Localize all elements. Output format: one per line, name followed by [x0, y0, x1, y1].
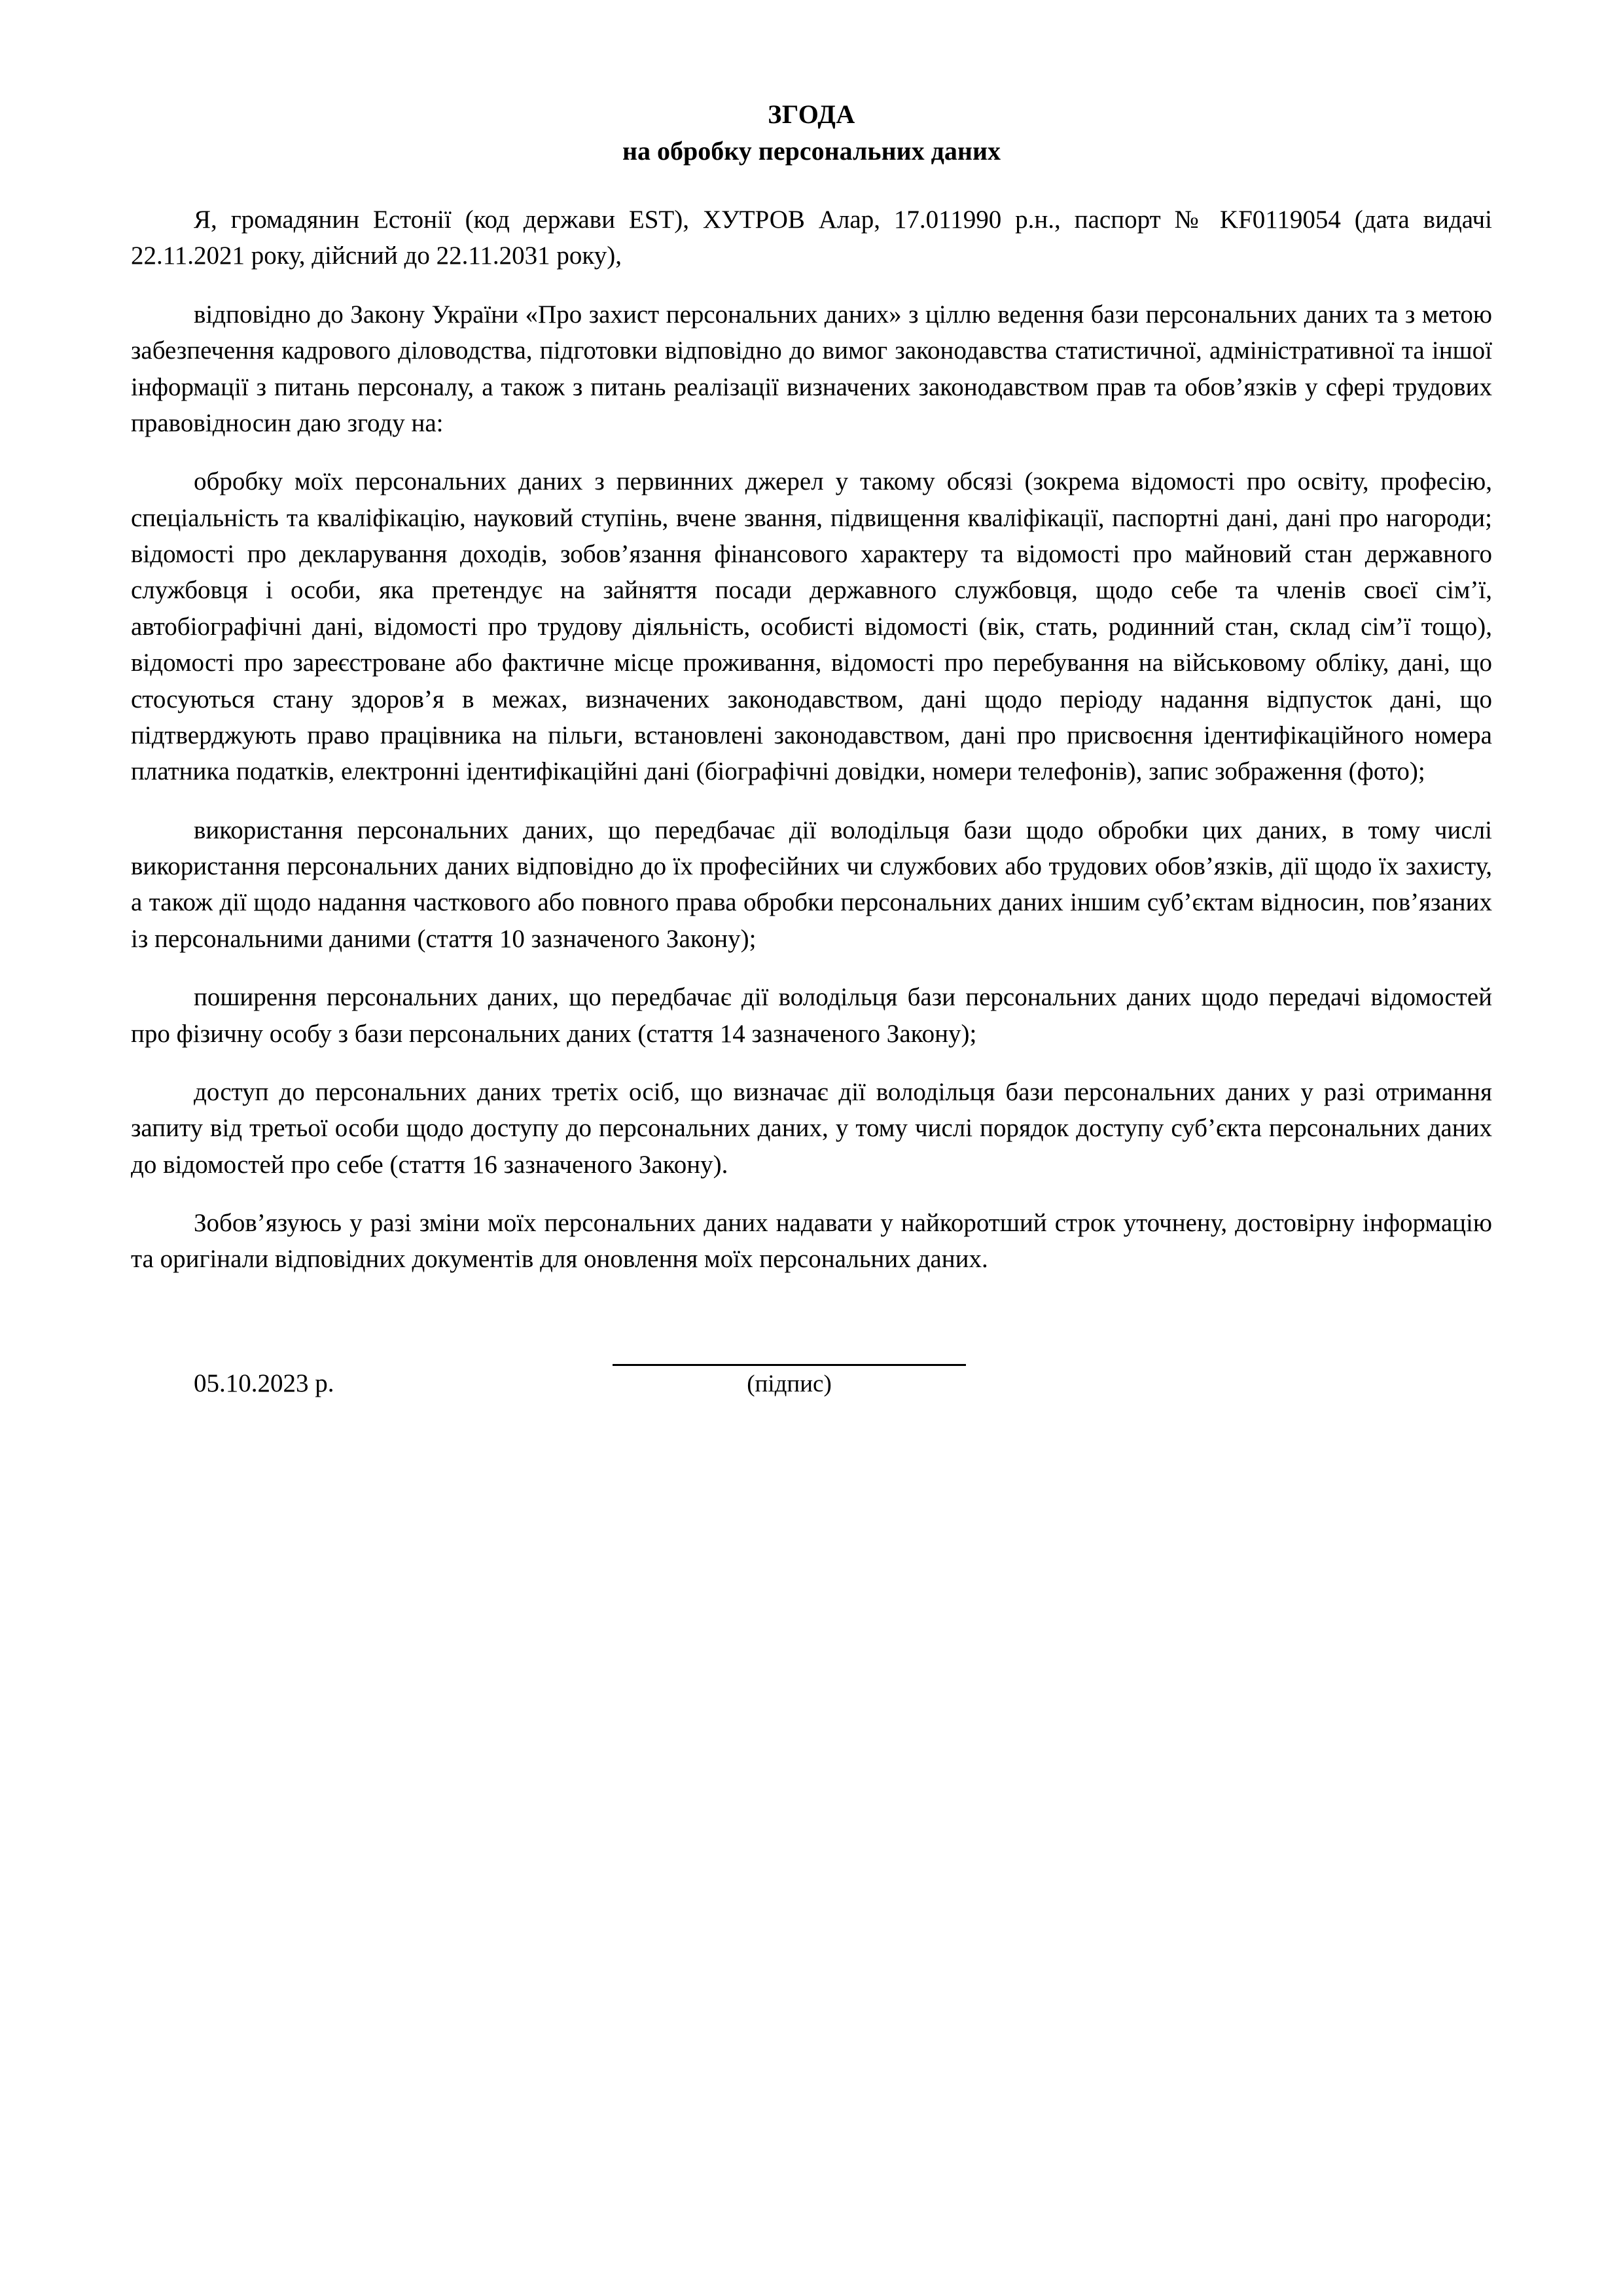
- paragraph-obligation: Зобов’язуюсь у разі зміни моїх персональних даних надавати у найкоротший строк уточнену, достовірну інформацію та оригінали відповідних документів для оновлення моїх персональних даних.: [131, 1209, 1492, 1274]
- signature-caption: (підпис): [747, 1370, 832, 1397]
- page-subtitle: на обробку персональних даних: [622, 136, 1001, 166]
- page-title: ЗГОДА: [768, 99, 855, 129]
- signature-date: 05.10.2023 р.: [194, 1369, 334, 1397]
- paragraph-legal-basis: відповідно до Закону України «Про захист персональних даних» з ціллю ведення бази персональних даних та з метою забезпечення кадрового діловодства, підготовки відповідно до вимог законодавства статистичної, адміністративної та іншої інформації з питань персоналу, а також з питань реалізації визначених законодавством прав та обов’язків у сфері трудових правовідносин даю згоду на:: [131, 300, 1492, 437]
- signature-field: [613, 1334, 966, 1398]
- paragraph-distribution: поширення персональних даних, що передбачає дії володільця бази персональних даних щодо передачі відомостей про фізичну особу з бази персональних даних (стаття 14 зазначеного Закону);: [131, 983, 1492, 1048]
- paragraph-processing-scope: обробку моїх персональних даних з первинних джерел у такому обсязі (зокрема відомості про освіту, професію, спеціальність та кваліфікацію, науковий ступінь, вчене звання, підвищення кваліфікації, паспортні дані, дані про нагороди; відомості про декларування доходів, зобов’язання фінансового характеру та відомості про майновий стан державного службовця і особи, яка претендує на зайняття посади державного службовця, щодо себе та членів своєї сім’ї, автобіографічні дані, відомості про трудову діяльність, особисті відомості (вік, стать, родинний стан, склад сім’ї тощо), відомості про зареєстроване або фактичне місце проживання, відомості про перебування на військовому обліку, дані, що стосуються стану здоров’я в межах, визначених законодавством, дані щодо періоду надання відпусток дані, що підтверджують право працівника на пільги, встановлені законодавством, дані про присвоєння ідентифікаційного номера платника податків, електронні ідентифікаційні дані (біографічні довідки, номери телефонів), запис зображення (фото);: [131, 467, 1492, 786]
- signature-block: [131, 1334, 1492, 1398]
- paragraph-usage: використання персональних даних, що передбачає дії володільця бази щодо обробки цих даних, в тому числі використання персональних даних відповідно до їх професійних чи службових або трудових обов’язків, дії щодо їх захисту, а також дії щодо надання часткового або повного права обробки персональних даних іншим суб’єктам відносин, пов’язаних із персональними даними (стаття 10 зазначеного Закону);: [131, 816, 1492, 953]
- signature-line: [613, 1334, 966, 1366]
- document-body: [131, 202, 1492, 1278]
- paragraph-third-party-access: доступ до персональних даних третіх осіб, що визначає дії володільця бази персональних даних у разі отримання запиту від третьої особи щодо доступу до персональних даних, у тому числі порядок доступу суб’єкта персональних даних до відомостей про себе (стаття 16 зазначеного Закону).: [131, 1077, 1492, 1179]
- paragraph-identity: Я, громадянин Естонії (код держави EST), ХУТРОВ Алар, 17.011990 р.н., паспорт № KF0119054 (дата видачі 22.11.2021 року, дійсний до 22.11.2031 року),: [131, 206, 1492, 270]
